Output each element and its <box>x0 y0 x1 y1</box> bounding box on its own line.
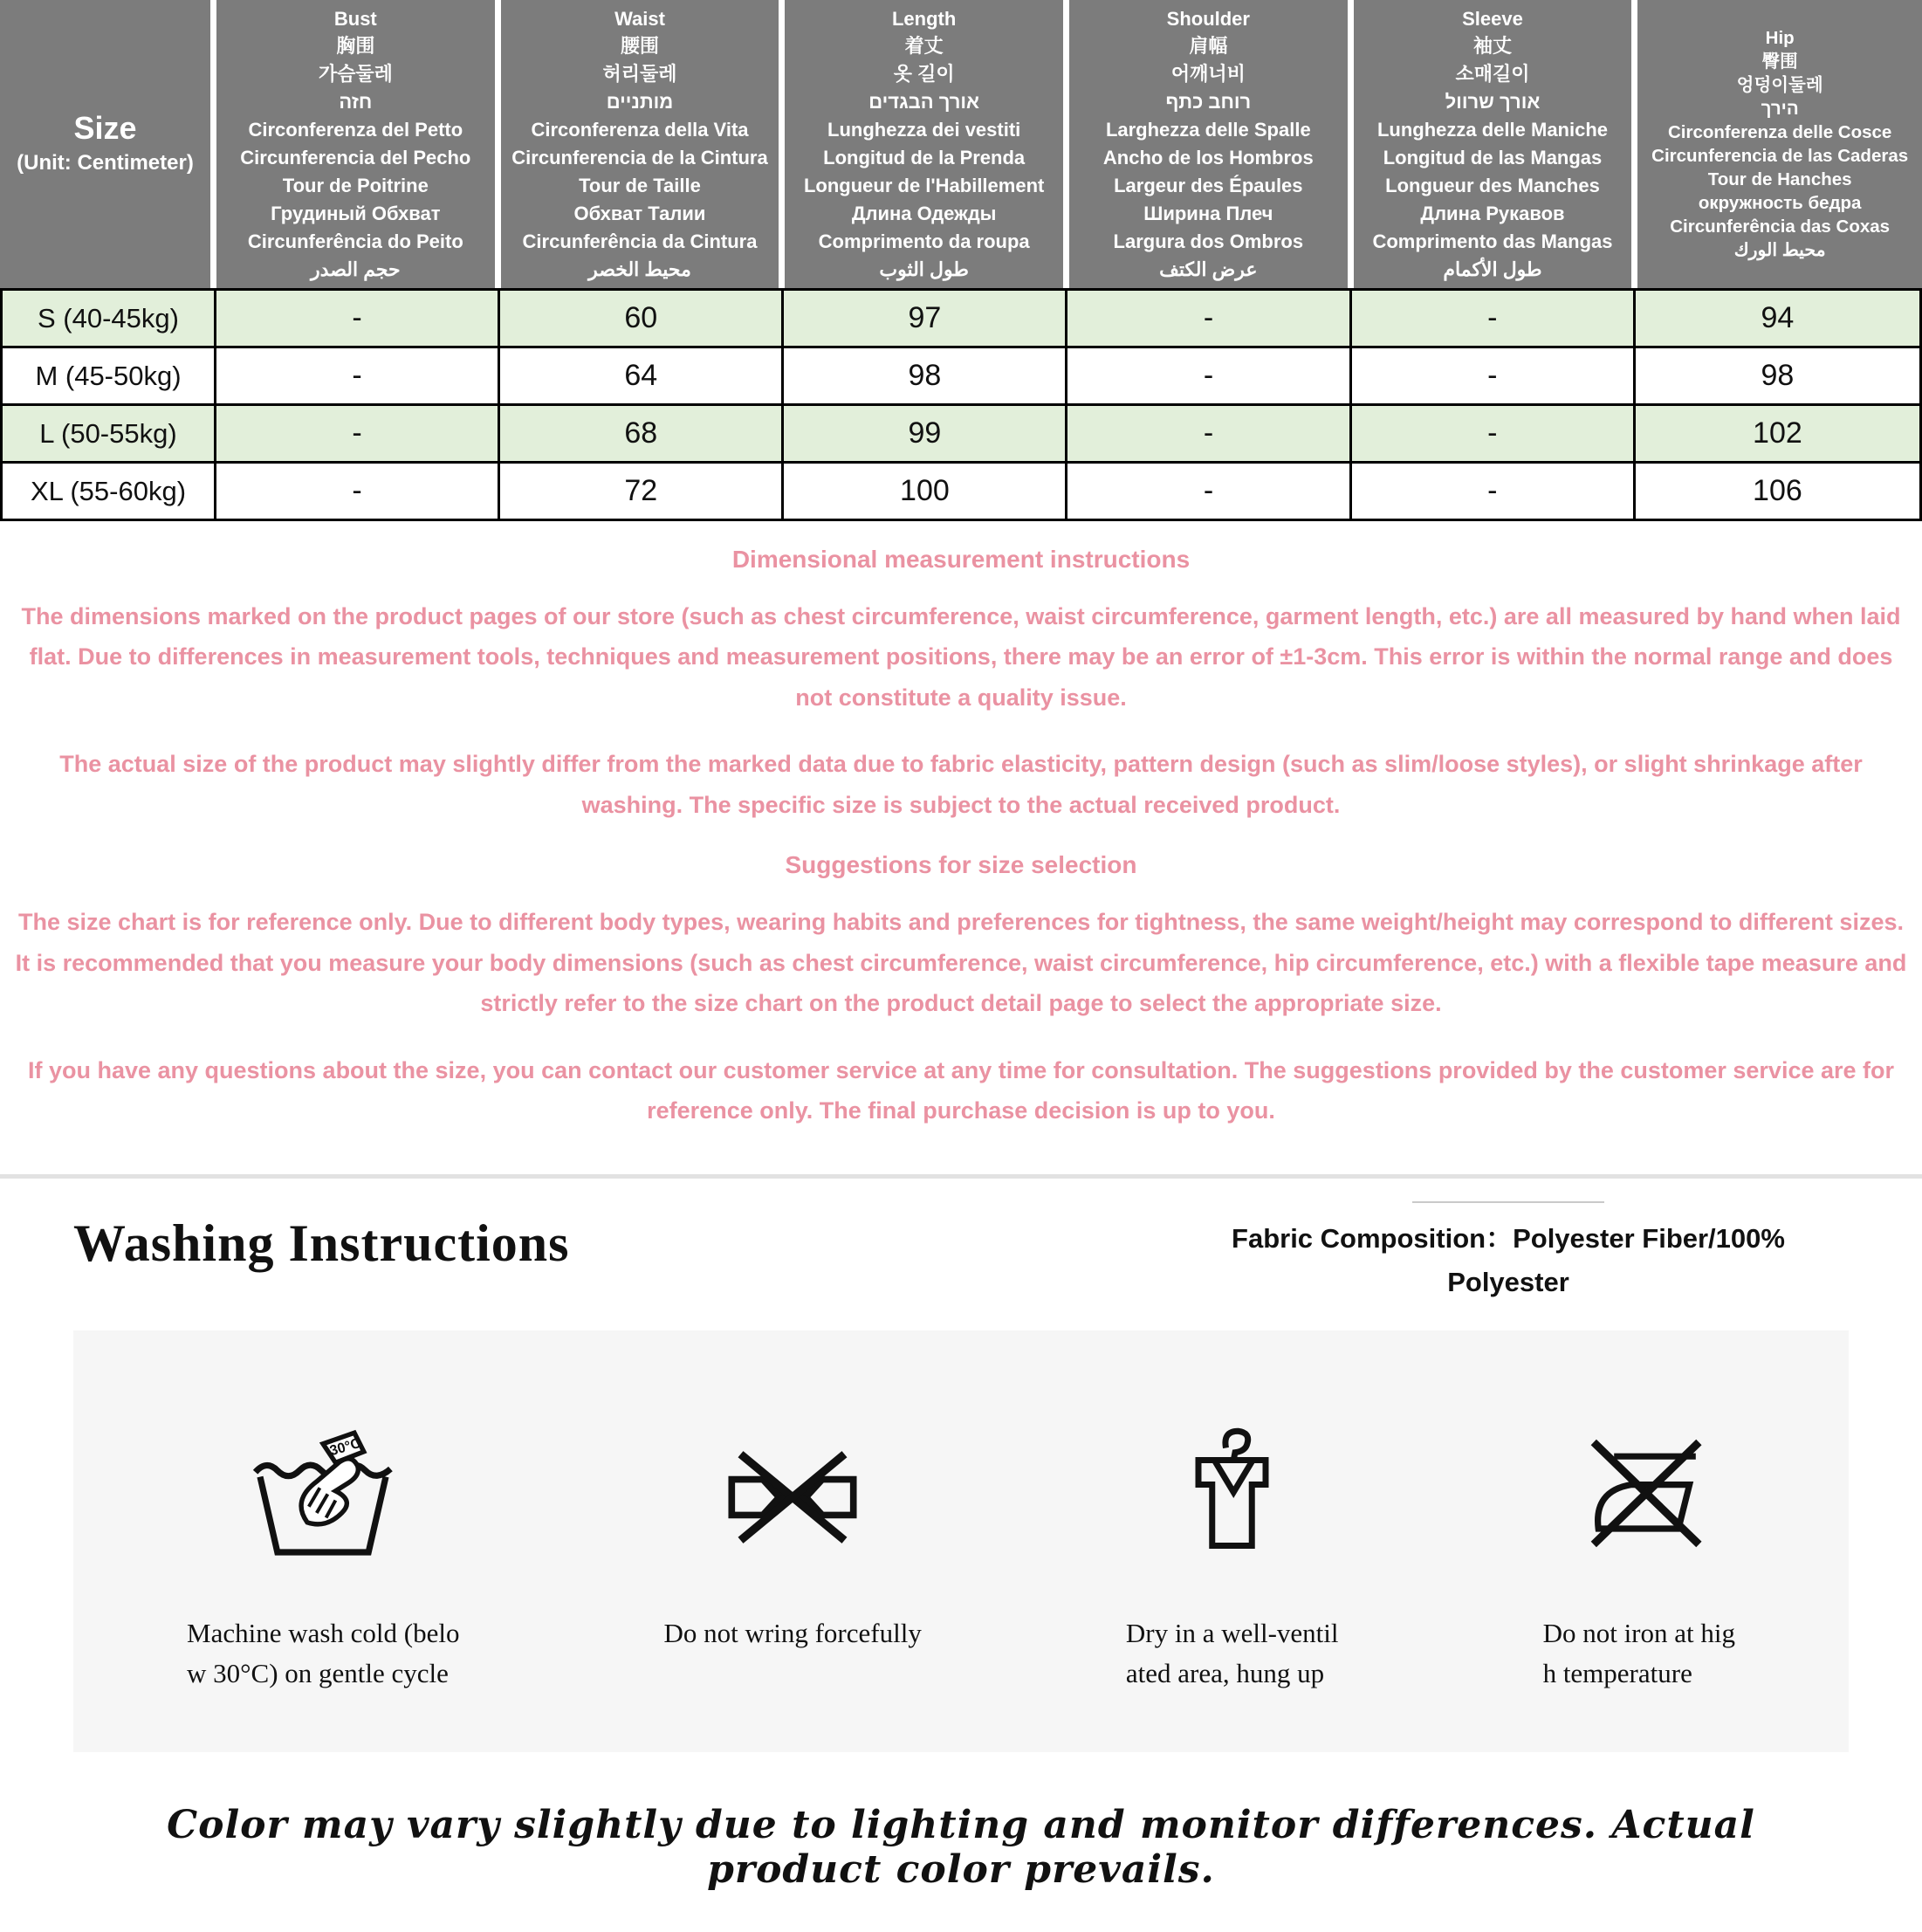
washing-header <box>73 1201 1849 1303</box>
hang-dry-icon <box>1156 1416 1308 1578</box>
table-row <box>3 291 1919 346</box>
header-label-line: Tour de Taille <box>579 174 701 196</box>
cell-sleeve: - <box>1352 464 1636 519</box>
care-item-do-not-wring <box>664 1414 922 1695</box>
size-suggestion-title: Suggestions for size selection <box>785 851 1137 879</box>
header-label-line: Shoulder <box>1166 7 1250 30</box>
size-column-header <box>0 0 216 288</box>
header-label-line: 엉덩이둘레 <box>1736 74 1823 95</box>
header-label-line: Largeur des Épaules <box>1114 174 1303 196</box>
header-label-line: كرولا طيحم <box>1733 240 1826 261</box>
header-label-line: םידגבה ךרוא <box>868 91 980 113</box>
measurement-note-paragraph: The actual size of the product may slightly differ from the marked data due to fabric elasticity, pattern design (such as slim/loose styles), or slight shrinkage after washing. The specific size is subject to the actual received product. <box>59 751 1863 818</box>
header-label-line: Longueur des Manches <box>1385 174 1600 196</box>
header-label-line: ףתכ בחור <box>1165 91 1252 113</box>
header-label-line: Circunferencia de la Cintura <box>511 147 768 168</box>
column-header-sleeve <box>1354 0 1638 288</box>
header-label-line: Longitud de la Prenda <box>823 147 1026 168</box>
care-item-machine-wash <box>187 1414 459 1695</box>
table-row <box>3 461 1919 519</box>
header-label-line: ردصلا مجح <box>311 258 401 280</box>
row-size-label: S (40-45kg) <box>3 291 216 346</box>
cell-bust: - <box>216 348 500 403</box>
header-label-line: Largura dos Ombros <box>1113 230 1304 252</box>
header-label-line: Sleeve <box>1462 7 1523 30</box>
cell-sleeve: - <box>1352 291 1636 346</box>
measurement-notes <box>0 521 1922 1174</box>
header-label-line: Larghezza delle Spalle <box>1105 119 1311 141</box>
header-label-line: Waist <box>614 7 665 30</box>
header-label-line: 肩幅 <box>1189 35 1228 58</box>
row-size-label: M (45-50kg) <box>3 348 216 403</box>
size-suggestion-paragraph: The size chart is for reference only. Due to different body types, wearing habits and preferences for tightness, the same weight/height may correspond to different sizes. It is recommended that you measure your body dimensions (such as chest circumference, waist circumference, hip circumference, etc.) with a flexible tape measure and strictly refer to the size chart on the product detail page to select the appropriate size. <box>15 909 1907 1017</box>
row-size-label: L (50-55kg) <box>3 406 216 461</box>
column-header-shoulder <box>1069 0 1354 288</box>
care-item-label <box>1543 1613 1735 1695</box>
cell-waist: 68 <box>500 406 784 461</box>
do-not-iron-icon <box>1561 1419 1718 1576</box>
header-label-line: Circonferenza della Vita <box>531 119 749 141</box>
header-label-line: Longueur de l'Habillement <box>803 174 1045 196</box>
svg-text:30°C: 30°C <box>327 1434 363 1459</box>
care-label-line: Do not wring forcefully <box>663 1617 922 1648</box>
header-label-line: فتكلا ضرع <box>1159 258 1258 280</box>
header-label-line: 가슴둘레 <box>318 63 393 86</box>
header-label-line: Tour de Poitrine <box>282 174 429 196</box>
cell-shoulder: - <box>1067 406 1351 461</box>
header-label-line: Длина Одежды <box>851 202 997 224</box>
cell-bust: - <box>216 406 500 461</box>
header-label-line: Ширина Плеч <box>1143 202 1273 224</box>
cell-waist: 60 <box>500 291 784 346</box>
cell-shoulder: - <box>1067 291 1351 346</box>
header-label-line: 臀围 <box>1761 51 1798 72</box>
care-label-line: ated area, hung up <box>1125 1658 1325 1689</box>
row-size-label: XL (55-60kg) <box>3 464 216 519</box>
cell-waist: 72 <box>500 464 784 519</box>
header-label-line: 着丈 <box>904 35 944 58</box>
header-label-line: Comprimento da roupa <box>818 230 1030 252</box>
header-label-line: مامكألا لوط <box>1443 258 1542 280</box>
header-label-line: Circunferencia del Pecho <box>240 147 471 168</box>
measurement-note-paragraph: The dimensions marked on the product pages of our store (such as chest circumference, waist circumference, garment length, etc.) are all measured by hand when laid flat. Due to differences in measurement tools, techniques and measurement positions, there may be an error of ±1-3cm. This error is within the normal range and does not constitute a quality issue. <box>21 603 1901 711</box>
header-label-line: Длина Рукавов <box>1420 202 1565 224</box>
cell-hip: 106 <box>1636 464 1919 519</box>
cell-length: 98 <box>784 348 1067 403</box>
cell-hip: 102 <box>1636 406 1919 461</box>
care-label-line: Dry in a well-ventil <box>1125 1617 1339 1648</box>
icon-box <box>244 1414 402 1580</box>
size-table <box>0 0 1922 521</box>
washing-section <box>0 1174 1922 1931</box>
cell-length: 99 <box>784 406 1067 461</box>
cell-hip: 94 <box>1636 291 1919 346</box>
care-item-label <box>187 1613 459 1695</box>
header-label-line: Length <box>891 7 957 30</box>
header-label-line: ךריה <box>1761 98 1799 119</box>
color-disclaimer: Color may vary slightly due to lighting and monitor differences. Actual product color prevails. <box>167 1802 1755 1892</box>
header-label-line: 腰围 <box>620 35 659 58</box>
cell-shoulder: - <box>1067 348 1351 403</box>
cell-sleeve: - <box>1352 348 1636 403</box>
cell-sleeve: - <box>1352 406 1636 461</box>
cell-length: 97 <box>784 291 1067 346</box>
header-label-line: 소매길이 <box>1455 63 1530 86</box>
header-label-line: Ancho de los Hombros <box>1102 147 1314 168</box>
cell-shoulder: - <box>1067 464 1351 519</box>
header-label-line: 胸围 <box>336 35 375 58</box>
cell-bust: - <box>216 464 500 519</box>
fabric-composition-text: Fabric Composition：Polyester Fiber/100% Polyester <box>1232 1223 1785 1297</box>
header-label-line: رصخلا طيحم <box>588 258 691 280</box>
header-label-line: Circunferência das Coxas <box>1670 217 1891 237</box>
header-label-line: לוורש ךרוא <box>1445 91 1541 113</box>
header-label-line: Bust <box>333 7 377 30</box>
column-header-waist <box>501 0 786 288</box>
column-header-hip <box>1637 0 1922 288</box>
care-label-line: Machine wash cold (belo <box>187 1617 460 1648</box>
header-label-line: הזח <box>339 91 373 113</box>
icon-box <box>1156 1414 1308 1580</box>
care-item-do-not-iron <box>1543 1414 1735 1695</box>
care-item-hang-dry <box>1126 1414 1339 1695</box>
header-label-line: 어깨너비 <box>1170 63 1246 86</box>
table-row <box>3 346 1919 403</box>
header-label-line: Circonferenza del Petto <box>248 119 463 141</box>
care-item-label <box>664 1613 922 1654</box>
do-not-wring-icon <box>710 1423 875 1571</box>
header-label-line: Comprimento das Mangas <box>1372 230 1613 252</box>
cell-hip: 98 <box>1636 348 1919 403</box>
column-header-length <box>785 0 1069 288</box>
header-label-line: Longitud de las Mangas <box>1383 147 1603 168</box>
header-label-line: Tour de Hanches <box>1707 169 1852 190</box>
washing-title: Washing Instructions <box>73 1214 570 1273</box>
divider-line <box>1412 1201 1604 1203</box>
size-header-unit: (Unit: Centimeter) <box>17 150 194 175</box>
header-label-line: Грудиный Обхват <box>271 202 441 224</box>
header-label-line: םיינתומ <box>606 91 674 113</box>
fabric-composition <box>1203 1201 1814 1303</box>
header-label-line: بوثلا لوط <box>879 258 969 280</box>
table-row <box>3 403 1919 461</box>
header-label-line: Lunghezza delle Maniche <box>1376 119 1609 141</box>
cell-bust: - <box>216 291 500 346</box>
cell-length: 100 <box>784 464 1067 519</box>
header-label-line: Circunferência da Cintura <box>522 230 758 252</box>
header-label-line: Hip <box>1765 27 1795 48</box>
size-suggestion-paragraph: If you have any questions about the size, you can contact our customer service at any time for consultation. The suggestions provided by the customer service are for reference only. The final purchase decision is up to you. <box>27 1056 1895 1124</box>
header-label-line: 허리둘레 <box>602 63 677 86</box>
header-label-line: 옷 길이 <box>893 63 955 86</box>
care-label-line: w 30°C) on gentle cycle <box>187 1658 449 1689</box>
header-label-line: Circunferencia de las Caderas <box>1651 146 1909 166</box>
header-label-line: 袖丈 <box>1472 35 1512 58</box>
machine-wash-30-icon <box>244 1419 402 1576</box>
icon-box <box>710 1414 875 1580</box>
header-label-line: Обхват Талии <box>573 202 706 224</box>
care-icons-panel <box>73 1330 1849 1752</box>
icon-box <box>1561 1414 1718 1580</box>
care-label-line: h temperature <box>1542 1658 1692 1689</box>
care-item-label <box>1126 1613 1339 1695</box>
header-label-line: Circonferenza delle Cosce <box>1667 121 1892 142</box>
size-header-title: Size <box>73 110 137 147</box>
column-header-bust <box>216 0 501 288</box>
header-label-line: Circunferência do Peito <box>247 230 463 252</box>
header-label-line: Lunghezza dei vestiti <box>827 119 1021 141</box>
header-label-line: окружность бедра <box>1698 193 1862 214</box>
cell-waist: 64 <box>500 348 784 403</box>
size-table-body <box>0 288 1922 521</box>
size-table-header <box>0 0 1922 288</box>
measurement-notes-title: Dimensional measurement instructions <box>731 546 1191 573</box>
care-label-line: Do not iron at hig <box>1542 1617 1735 1648</box>
